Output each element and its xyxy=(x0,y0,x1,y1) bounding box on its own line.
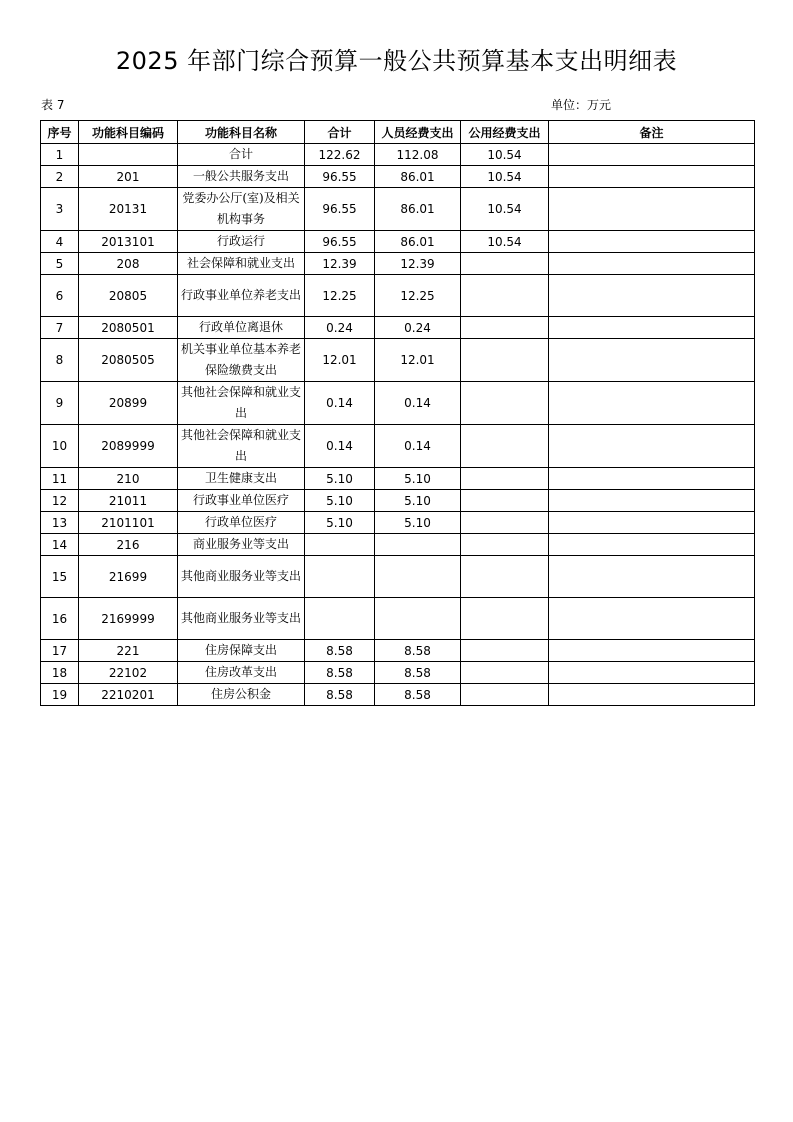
table-row xyxy=(41,662,755,684)
function-name-cell: 行政单位医疗 xyxy=(178,512,305,534)
total-amount-cell: 5.10 xyxy=(305,512,375,534)
public-expense-cell xyxy=(461,253,549,275)
function-code-cell: 2080501 xyxy=(79,317,178,339)
personnel-expense-cell: 86.01 xyxy=(375,188,461,231)
function-code-cell: 21699 xyxy=(79,556,178,598)
function-name-cell: 其他社会保障和就业支出 xyxy=(178,425,305,468)
note-cell xyxy=(549,275,755,317)
note-cell xyxy=(549,556,755,598)
budget-table xyxy=(40,120,755,706)
personnel-expense-cell xyxy=(375,556,461,598)
table-row xyxy=(41,684,755,706)
total-amount-cell xyxy=(305,556,375,598)
public-expense-cell xyxy=(461,662,549,684)
unit-label: 单位：万元 xyxy=(551,98,612,112)
function-code-cell: 208 xyxy=(79,253,178,275)
note-cell xyxy=(549,188,755,231)
row-number-cell: 2 xyxy=(41,166,79,188)
personnel-expense-cell: 8.58 xyxy=(375,640,461,662)
note-cell xyxy=(549,490,755,512)
public-expense-cell xyxy=(461,598,549,640)
total-amount-cell xyxy=(305,534,375,556)
note-cell xyxy=(549,512,755,534)
note-cell xyxy=(549,662,755,684)
note-cell xyxy=(549,534,755,556)
row-number-cell: 12 xyxy=(41,490,79,512)
personnel-expense-cell: 86.01 xyxy=(375,231,461,253)
function-name-cell: 其他商业服务业等支出 xyxy=(178,598,305,640)
row-number-cell: 14 xyxy=(41,534,79,556)
public-expense-cell xyxy=(461,339,549,382)
function-name-cell: 行政事业单位养老支出 xyxy=(178,275,305,317)
table-row xyxy=(41,231,755,253)
public-expense-cell xyxy=(461,556,549,598)
row-number-cell: 17 xyxy=(41,640,79,662)
function-name-cell: 行政事业单位医疗 xyxy=(178,490,305,512)
header-code: 功能科目编码 xyxy=(79,121,178,144)
row-number-cell: 8 xyxy=(41,339,79,382)
total-amount-cell: 8.58 xyxy=(305,684,375,706)
total-amount-cell: 12.01 xyxy=(305,339,375,382)
function-name-cell: 商业服务业等支出 xyxy=(178,534,305,556)
public-expense-cell: 10.54 xyxy=(461,144,549,166)
personnel-expense-cell: 5.10 xyxy=(375,512,461,534)
function-name-cell: 合计 xyxy=(178,144,305,166)
header-personnel: 人员经费支出 xyxy=(375,121,461,144)
row-number-cell: 16 xyxy=(41,598,79,640)
total-amount-cell xyxy=(305,598,375,640)
personnel-expense-cell: 112.08 xyxy=(375,144,461,166)
note-cell xyxy=(549,231,755,253)
header-public: 公用经费支出 xyxy=(461,121,549,144)
personnel-expense-cell: 12.01 xyxy=(375,339,461,382)
table-row xyxy=(41,144,755,166)
table-row xyxy=(41,382,755,425)
function-code-cell: 2080505 xyxy=(79,339,178,382)
function-name-cell: 党委办公厅(室)及相关机构事务 xyxy=(178,188,305,231)
table-row xyxy=(41,534,755,556)
note-cell xyxy=(549,425,755,468)
table-row xyxy=(41,425,755,468)
function-code-cell xyxy=(79,144,178,166)
public-expense-cell xyxy=(461,534,549,556)
function-code-cell: 20899 xyxy=(79,382,178,425)
total-amount-cell: 8.58 xyxy=(305,640,375,662)
personnel-expense-cell: 86.01 xyxy=(375,166,461,188)
note-cell xyxy=(549,640,755,662)
function-name-cell: 一般公共服务支出 xyxy=(178,166,305,188)
row-number-cell: 18 xyxy=(41,662,79,684)
total-amount-cell: 0.24 xyxy=(305,317,375,339)
total-amount-cell: 5.10 xyxy=(305,468,375,490)
note-cell xyxy=(549,144,755,166)
personnel-expense-cell: 12.25 xyxy=(375,275,461,317)
function-code-cell: 2013101 xyxy=(79,231,178,253)
public-expense-cell xyxy=(461,640,549,662)
total-amount-cell: 96.55 xyxy=(305,231,375,253)
row-number-cell: 7 xyxy=(41,317,79,339)
personnel-expense-cell: 8.58 xyxy=(375,684,461,706)
table-row xyxy=(41,317,755,339)
function-name-cell: 住房保障支出 xyxy=(178,640,305,662)
personnel-expense-cell xyxy=(375,534,461,556)
function-name-cell: 住房公积金 xyxy=(178,684,305,706)
row-number-cell: 11 xyxy=(41,468,79,490)
function-code-cell: 20131 xyxy=(79,188,178,231)
function-name-cell: 行政单位离退休 xyxy=(178,317,305,339)
total-amount-cell: 8.58 xyxy=(305,662,375,684)
function-name-cell: 机关事业单位基本养老保险缴费支出 xyxy=(178,339,305,382)
personnel-expense-cell: 0.14 xyxy=(375,425,461,468)
personnel-expense-cell: 12.39 xyxy=(375,253,461,275)
public-expense-cell: 10.54 xyxy=(461,231,549,253)
table-row xyxy=(41,556,755,598)
header-note: 备注 xyxy=(549,121,755,144)
row-number-cell: 3 xyxy=(41,188,79,231)
personnel-expense-cell: 8.58 xyxy=(375,662,461,684)
total-amount-cell: 96.55 xyxy=(305,188,375,231)
table-row xyxy=(41,166,755,188)
personnel-expense-cell: 0.24 xyxy=(375,317,461,339)
note-cell xyxy=(549,166,755,188)
note-cell xyxy=(549,382,755,425)
function-name-cell: 卫生健康支出 xyxy=(178,468,305,490)
function-name-cell: 行政运行 xyxy=(178,231,305,253)
row-number-cell: 5 xyxy=(41,253,79,275)
note-cell xyxy=(549,684,755,706)
function-code-cell: 20805 xyxy=(79,275,178,317)
row-number-cell: 19 xyxy=(41,684,79,706)
table-row xyxy=(41,490,755,512)
personnel-expense-cell: 0.14 xyxy=(375,382,461,425)
function-code-cell: 210 xyxy=(79,468,178,490)
function-name-cell: 住房改革支出 xyxy=(178,662,305,684)
public-expense-cell xyxy=(461,490,549,512)
function-code-cell: 221 xyxy=(79,640,178,662)
public-expense-cell xyxy=(461,684,549,706)
table-row xyxy=(41,598,755,640)
row-number-cell: 15 xyxy=(41,556,79,598)
row-number-cell: 6 xyxy=(41,275,79,317)
table-row xyxy=(41,253,755,275)
table-row xyxy=(41,468,755,490)
total-amount-cell: 122.62 xyxy=(305,144,375,166)
function-code-cell: 216 xyxy=(79,534,178,556)
note-cell xyxy=(549,317,755,339)
note-cell xyxy=(549,468,755,490)
function-code-cell: 201 xyxy=(79,166,178,188)
table-row xyxy=(41,512,755,534)
table-row xyxy=(41,339,755,382)
total-amount-cell: 12.39 xyxy=(305,253,375,275)
total-amount-cell: 96.55 xyxy=(305,166,375,188)
table-row xyxy=(41,640,755,662)
public-expense-cell xyxy=(461,317,549,339)
total-amount-cell: 0.14 xyxy=(305,425,375,468)
function-code-cell: 21011 xyxy=(79,490,178,512)
public-expense-cell xyxy=(461,468,549,490)
function-code-cell: 2089999 xyxy=(79,425,178,468)
function-code-cell: 2210201 xyxy=(79,684,178,706)
page-title: 2025 年部门综合预算一般公共预算基本支出明细表 xyxy=(115,47,678,75)
total-amount-cell: 12.25 xyxy=(305,275,375,317)
function-name-cell: 其他社会保障和就业支出 xyxy=(178,382,305,425)
header-total: 合计 xyxy=(305,121,375,144)
function-code-cell: 2101101 xyxy=(79,512,178,534)
header-name: 功能科目名称 xyxy=(178,121,305,144)
public-expense-cell xyxy=(461,425,549,468)
public-expense-cell xyxy=(461,275,549,317)
personnel-expense-cell: 5.10 xyxy=(375,490,461,512)
table-number: 表 7 xyxy=(41,98,65,112)
public-expense-cell xyxy=(461,512,549,534)
row-number-cell: 13 xyxy=(41,512,79,534)
personnel-expense-cell xyxy=(375,598,461,640)
row-number-cell: 1 xyxy=(41,144,79,166)
public-expense-cell: 10.54 xyxy=(461,188,549,231)
public-expense-cell xyxy=(461,382,549,425)
total-amount-cell: 5.10 xyxy=(305,490,375,512)
table-header-row xyxy=(41,121,755,144)
public-expense-cell: 10.54 xyxy=(461,166,549,188)
total-amount-cell: 0.14 xyxy=(305,382,375,425)
function-name-cell: 社会保障和就业支出 xyxy=(178,253,305,275)
table-row xyxy=(41,275,755,317)
header-no: 序号 xyxy=(41,121,79,144)
function-code-cell: 22102 xyxy=(79,662,178,684)
personnel-expense-cell: 5.10 xyxy=(375,468,461,490)
row-number-cell: 4 xyxy=(41,231,79,253)
row-number-cell: 9 xyxy=(41,382,79,425)
table-row xyxy=(41,188,755,231)
table-body xyxy=(41,144,755,706)
row-number-cell: 10 xyxy=(41,425,79,468)
note-cell xyxy=(549,253,755,275)
note-cell xyxy=(549,598,755,640)
function-name-cell: 其他商业服务业等支出 xyxy=(178,556,305,598)
note-cell xyxy=(549,339,755,382)
function-code-cell: 2169999 xyxy=(79,598,178,640)
